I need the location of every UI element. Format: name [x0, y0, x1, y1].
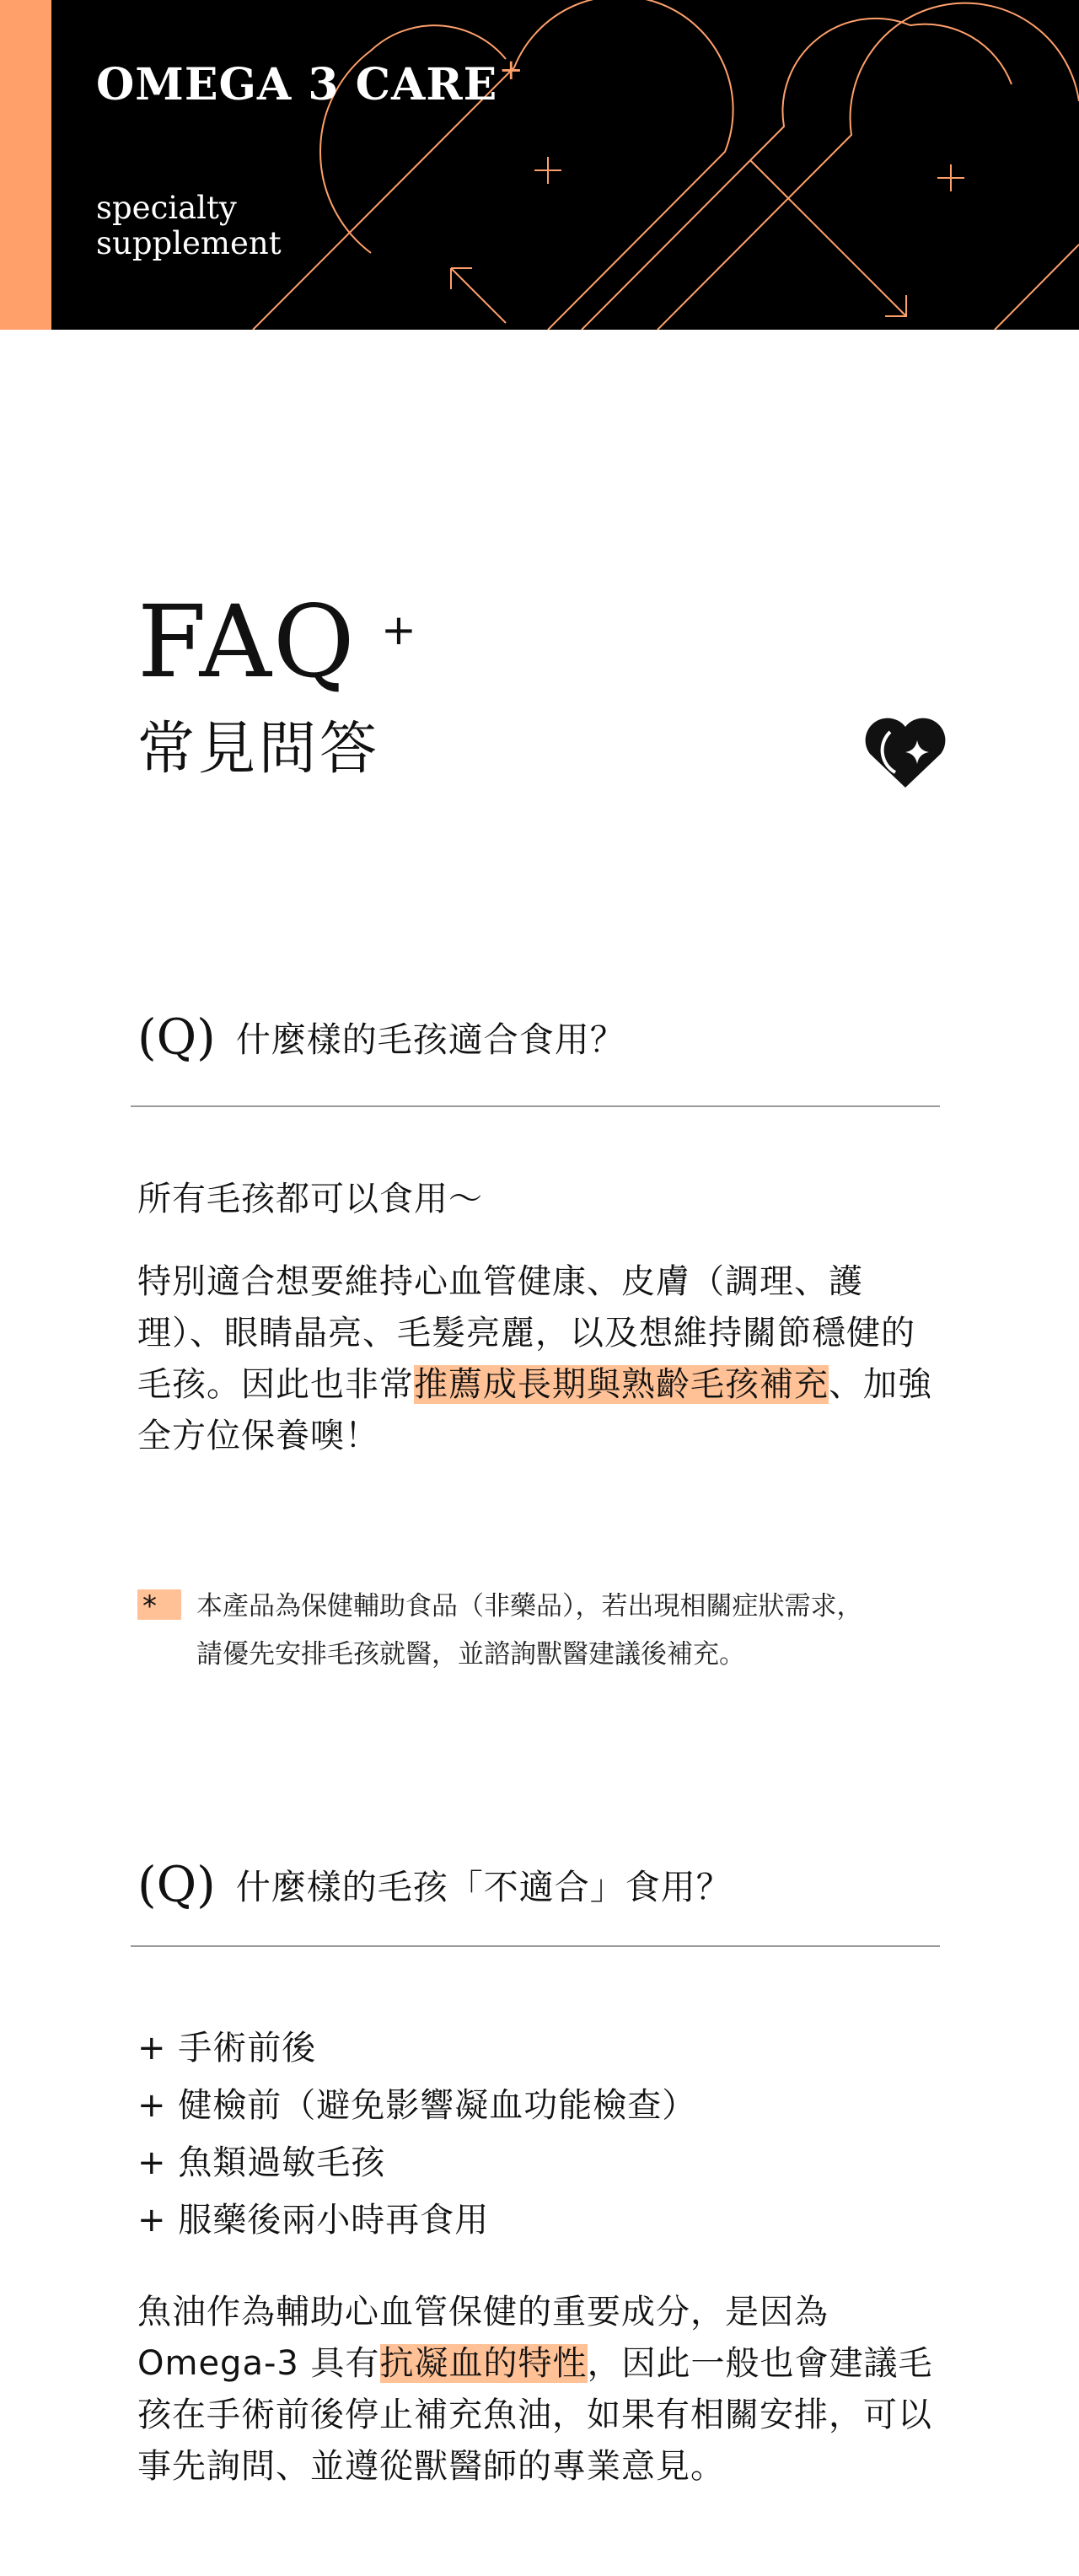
- note-line: 請優先安排毛孩就醫，並諮詢獸醫建議後補充。: [196, 1639, 745, 1670]
- divider: [131, 1945, 940, 1947]
- answer-highlight: 抗凝血的特性: [379, 2344, 588, 2383]
- answer-highlight: 推薦成長期與熟齡毛孩補充: [414, 1365, 829, 1404]
- hearts-line-art: [0, 0, 1079, 330]
- list-item: + 手術前後: [137, 2029, 317, 2068]
- question-mark-label: (Q): [137, 1008, 216, 1066]
- question-mark-label: (Q): [137, 1855, 216, 1913]
- list-item: + 服藥後兩小時再食用: [137, 2201, 490, 2240]
- not-suitable-list: [137, 2019, 696, 2249]
- answer-text: 特別適合想要維持心血管健康、皮膚（調理、護理）、眼睛晶亮、毛髮亮麗，以及想維持關節穩健的毛孩。因此也非常: [137, 1262, 915, 1404]
- subtitle-line: specialty: [96, 190, 237, 226]
- answer-intro: 所有毛孩都可以食用～: [137, 1180, 483, 1218]
- question-text: 什麼樣的毛孩適合食用？: [235, 1019, 625, 1060]
- heart-sparkle-icon: [862, 717, 949, 789]
- answer-text: 魚油作為輔助心血管保健的重要成分，是因為Omega-3 具有: [137, 2293, 829, 2383]
- list-item: + 魚類過敏毛孩: [137, 2143, 386, 2182]
- subtitle-line: supplement: [96, 225, 282, 261]
- brand-subtitle: [96, 191, 349, 261]
- answer-body: [137, 2287, 947, 2493]
- brand-title: OMEGA 3 CARE: [96, 59, 498, 110]
- plus-icon: +: [499, 53, 523, 87]
- list-item: + 健檢前（避免影響凝血功能檢查）: [137, 2086, 697, 2125]
- answer-body: [137, 1256, 947, 1462]
- faq-subtitle: 常見問答: [137, 716, 381, 782]
- answer-text: 、加強全方位保養噢！: [137, 1365, 932, 1455]
- note-line: 本產品為保健輔助食品（非藥品），若出現相關症狀需求，: [196, 1591, 863, 1621]
- hero-banner: [0, 0, 1079, 330]
- faq-title: FAQ: [137, 583, 357, 700]
- plus-icon: +: [381, 605, 416, 654]
- asterisk-marker: *: [137, 1589, 181, 1620]
- faq-question-1: [137, 1008, 625, 1066]
- divider: [131, 1105, 940, 1107]
- answer-text: ，因此一般也會建議毛孩在手術前後停止補充魚油，如果有相關安排，可以事先詢問、並遵從獸醫師的專業意見。: [137, 2344, 933, 2486]
- question-text: 什麼樣的毛孩「不適合」食用？: [235, 1867, 732, 1907]
- faq-question-2: [137, 1855, 732, 1913]
- note-text: [196, 1583, 972, 1679]
